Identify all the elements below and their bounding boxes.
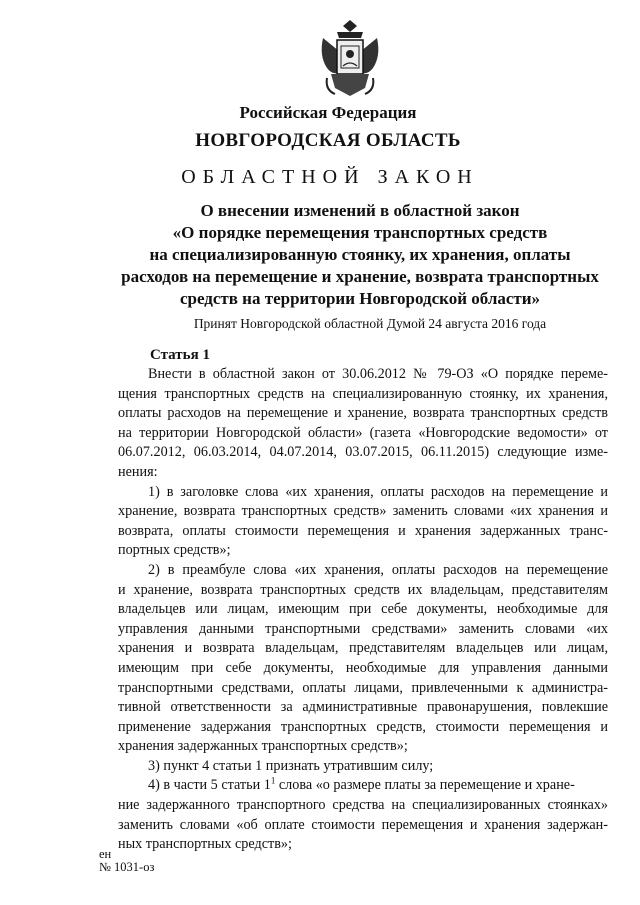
article-body bbox=[118, 365, 608, 855]
body-line: тивной ответственности за административные правонарушения, повлекшие bbox=[118, 699, 608, 716]
body-line: ных транспортных средств»; bbox=[118, 836, 292, 853]
document-footer bbox=[99, 848, 154, 874]
body-line: на территории Новгородской области» (газета «Новгородские ведомости» от bbox=[118, 424, 608, 441]
body-line: ние задержанного транспортного средства на специализированных стоянках» bbox=[118, 797, 608, 814]
body-line: оплаты расходов на перемещение и хранение, возврата транспортных средств bbox=[118, 405, 608, 422]
body-line: транспортными средствами, оплаты лицами, привлеченными к администра- bbox=[118, 679, 608, 696]
body-line: нения: bbox=[118, 463, 158, 480]
title-line: О внесении изменений в областной закон bbox=[200, 201, 520, 220]
footer-initials: ен bbox=[99, 847, 112, 861]
body-line: и хранение, возврата транспортных средств их владельцам, представителям bbox=[118, 581, 608, 598]
body-line: хранения задержанных транспортных средств»; bbox=[118, 738, 408, 755]
body-line: владельцев или лицам, имеющим при себе документы, необходимые для bbox=[118, 601, 608, 618]
body-line: Внести в областной закон от 30.06.2012 № 79-ОЗ «О порядке переме- bbox=[148, 366, 608, 382]
law-title bbox=[110, 200, 610, 310]
title-line: «О порядке перемещения транспортных средств bbox=[172, 223, 548, 242]
body-line: щения транспортных средств на специализированную стоянку, их хранения, bbox=[118, 385, 608, 402]
law-type-heading: ОБЛАСТНОЙ ЗАКОН bbox=[181, 166, 479, 188]
coat-of-arms-emblem bbox=[317, 16, 383, 102]
body-line-part: 4) в части 5 статьи 1 bbox=[148, 777, 271, 794]
body-line: 06.07.2012, 06.03.2014, 04.07.2014, 03.07.2015, 06.11.2015) следующие изме- bbox=[118, 444, 608, 461]
region-heading: НОВГОРОДСКАЯ ОБЛАСТЬ bbox=[195, 130, 461, 151]
title-line: на специализированную стоянку, их хранения, оплаты bbox=[149, 245, 571, 264]
article-heading: Статья 1 bbox=[150, 347, 210, 363]
body-line-part: слова «о размере платы за перемещение и хране- bbox=[275, 777, 575, 794]
country-heading: Российская Федерация bbox=[239, 103, 417, 122]
body-line: применение задержания транспортных средств, стоимости перемещения и bbox=[118, 718, 608, 735]
body-line: хранения и возврата владельцам, представителям владельцев или лицам, bbox=[118, 640, 608, 657]
title-line: средств на территории Новгородской области» bbox=[179, 289, 541, 308]
body-line: портных средств»; bbox=[118, 542, 231, 559]
body-line: заменить словами «об оплате стоимости перемещения и хранения задержан- bbox=[118, 816, 608, 833]
body-line: 2) в преамбуле слова «их хранения, оплаты расходов на перемещение bbox=[148, 561, 608, 578]
body-line: управления данными транспортными средствами» заменить словами «их bbox=[118, 620, 608, 637]
body-line: 3) пункт 4 статьи 1 признать утратившим силу; bbox=[148, 757, 434, 774]
superscript: 1 bbox=[270, 775, 276, 786]
body-line: имеющим при себе документы, необходимые для управления данными bbox=[118, 659, 608, 676]
footer-number: № 1031-оз bbox=[99, 860, 155, 874]
title-line: расходов на перемещение и хранение, возврата транспортных bbox=[121, 267, 599, 286]
body-line: хранение, возврата транспортных средств» заменить словами «их хранения и bbox=[118, 503, 608, 520]
adoption-note: Принят Новгородской областной Думой 24 августа 2016 года bbox=[193, 316, 547, 331]
body-line: возврата, оплаты стоимости перемещения и хранения задержанных транс- bbox=[118, 522, 608, 539]
body-line bbox=[118, 776, 608, 796]
body-line: 1) в заголовке слова «их хранения, оплаты расходов на перемещение и bbox=[148, 483, 608, 500]
